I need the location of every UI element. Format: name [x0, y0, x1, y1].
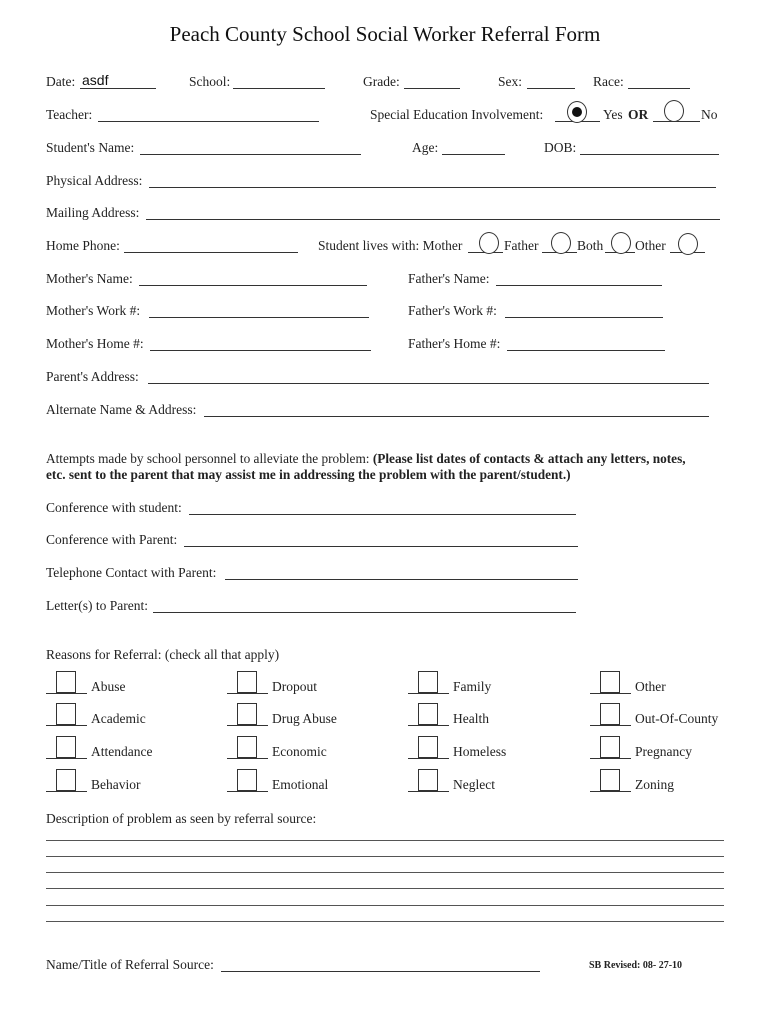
description-line-3[interactable] [46, 872, 724, 873]
grade-label: Grade: [363, 74, 400, 89]
reasons-heading: Reasons for Referral: (check all that apply) [46, 647, 280, 662]
lives-both-label: Both [577, 238, 604, 253]
name-title-label: Name/Title of Referral Source: [46, 957, 214, 972]
reason-drug-abuse-label: Drug Abuse [272, 711, 337, 726]
lives-with-label: Student lives with: Mother [318, 238, 463, 253]
attempts-instructions-2: etc. sent to the parent that may assist me in addressing the problem with the parent/student.) [46, 467, 571, 482]
sex-label: Sex: [498, 74, 523, 89]
lives-mother-radio[interactable] [479, 232, 499, 254]
age-label: Age: [412, 140, 439, 155]
physical-address-label: Physical Address: [46, 173, 143, 188]
reason-behavior-label: Behavior [91, 777, 141, 792]
student-conference-field[interactable] [189, 514, 576, 515]
letters-label: Letter(s) to Parent: [46, 598, 148, 613]
reason-dropout-checkbox[interactable] [237, 671, 257, 693]
mother-work-field[interactable] [149, 317, 369, 318]
reason-emotional-checkbox[interactable] [237, 769, 257, 791]
date-label: Date: [46, 74, 76, 89]
reason-line [227, 791, 268, 792]
attempts-line-1 [46, 451, 686, 467]
father-home-field[interactable] [507, 350, 665, 351]
teacher-field[interactable] [98, 121, 319, 122]
reason-line [46, 791, 87, 792]
reason-other-checkbox[interactable] [600, 671, 620, 693]
reason-attendance-label: Attendance [91, 744, 153, 759]
sped-yes-radio[interactable] [567, 101, 587, 123]
reason-homeless-label: Homeless [453, 744, 507, 759]
student-name-field[interactable] [140, 154, 361, 155]
reason-drug-abuse-checkbox[interactable] [237, 703, 257, 725]
lives-other-label: Other [635, 238, 666, 253]
sped-yes-label: Yes [603, 107, 623, 122]
sped-or-label: OR [628, 107, 649, 122]
lives-father-label: Father [504, 238, 539, 253]
reason-behavior-checkbox[interactable] [56, 769, 76, 791]
reason-zoning-label: Zoning [635, 777, 674, 792]
reason-emotional-label: Emotional [272, 777, 329, 792]
reason-line [227, 725, 268, 726]
letters-field[interactable] [153, 612, 576, 613]
parents-address-label: Parent's Address: [46, 369, 139, 384]
reason-pregnancy-label: Pregnancy [635, 744, 692, 759]
mailing-address-label: Mailing Address: [46, 205, 140, 220]
mother-name-label: Mother's Name: [46, 271, 133, 286]
reason-other-label: Other [635, 679, 666, 694]
description-line-2[interactable] [46, 856, 724, 857]
name-title-field[interactable] [221, 971, 540, 972]
reason-attendance-checkbox[interactable] [56, 736, 76, 758]
physical-address-field[interactable] [149, 187, 716, 188]
lives-other-radio[interactable] [678, 233, 698, 255]
school-field[interactable] [233, 88, 325, 89]
date-field[interactable] [80, 88, 156, 89]
description-line-6[interactable] [46, 921, 724, 922]
student-name-label: Student's Name: [46, 140, 135, 155]
school-label: School: [189, 74, 231, 89]
reason-family-checkbox[interactable] [418, 671, 438, 693]
reason-dropout-label: Dropout [272, 679, 317, 694]
dob-label: DOB: [544, 140, 577, 155]
mother-name-field[interactable] [139, 285, 367, 286]
father-name-label: Father's Name: [408, 271, 490, 286]
lives-father-radio[interactable] [551, 232, 571, 254]
reason-family-label: Family [453, 679, 492, 694]
reason-line [590, 693, 631, 694]
mother-home-field[interactable] [150, 350, 371, 351]
telephone-contact-field[interactable] [225, 579, 578, 580]
reason-line [590, 791, 631, 792]
reason-economic-label: Economic [272, 744, 327, 759]
sped-label: Special Education Involvement: [370, 107, 544, 122]
sped-no-label: No [701, 107, 718, 122]
date-value: asdf [82, 72, 109, 88]
mother-home-label: Mother's Home #: [46, 336, 144, 351]
alternate-field[interactable] [204, 416, 709, 417]
reason-line [227, 693, 268, 694]
father-work-label: Father's Work #: [408, 303, 497, 318]
lives-both-radio[interactable] [611, 232, 631, 254]
reason-neglect-checkbox[interactable] [418, 769, 438, 791]
form-title: Peach County School Social Worker Referral Form [169, 22, 601, 46]
reason-homeless-checkbox[interactable] [418, 736, 438, 758]
reason-out-of-county-label: Out-Of-County [635, 711, 719, 726]
reason-neglect-label: Neglect [453, 777, 495, 792]
sex-field[interactable] [527, 88, 575, 89]
dob-field[interactable] [580, 154, 719, 155]
reason-health-checkbox[interactable] [418, 703, 438, 725]
reason-abuse-checkbox[interactable] [56, 671, 76, 693]
race-label: Race: [593, 74, 624, 89]
attempts-instructions-1: (Please list dates of contacts & attach any letters, notes, [372, 451, 686, 466]
reason-line [46, 725, 87, 726]
home-phone-label: Home Phone: [46, 238, 120, 253]
reason-economic-checkbox[interactable] [237, 736, 257, 758]
mother-work-label: Mother's Work #: [46, 303, 141, 318]
parents-address-field[interactable] [148, 383, 709, 384]
description-line-1[interactable] [46, 840, 724, 841]
reason-pregnancy-checkbox[interactable] [600, 736, 620, 758]
father-name-field[interactable] [496, 285, 662, 286]
parent-conference-label: Conference with Parent: [46, 532, 178, 547]
student-conference-label: Conference with student: [46, 500, 182, 515]
description-line-5[interactable] [46, 905, 724, 906]
reason-line [408, 725, 449, 726]
reason-line [590, 758, 631, 759]
reason-academic-label: Academic [91, 711, 146, 726]
reason-line [227, 758, 268, 759]
reason-health-label: Health [453, 711, 489, 726]
reason-abuse-label: Abuse [91, 679, 126, 694]
alternate-label: Alternate Name & Address: [46, 402, 197, 417]
home-phone-field[interactable] [124, 252, 298, 253]
teacher-label: Teacher: [46, 107, 93, 122]
reason-out-of-county-checkbox[interactable] [600, 703, 620, 725]
sped-no-radio[interactable] [664, 100, 684, 122]
reason-line [590, 725, 631, 726]
mailing-address-field[interactable] [146, 219, 720, 220]
father-work-field[interactable] [505, 317, 663, 318]
reason-academic-checkbox[interactable] [56, 703, 76, 725]
father-home-label: Father's Home #: [408, 336, 501, 351]
age-field[interactable] [442, 154, 505, 155]
grade-field[interactable] [404, 88, 460, 89]
reason-line [46, 758, 87, 759]
telephone-contact-label: Telephone Contact with Parent: [46, 565, 217, 580]
description-line-4[interactable] [46, 888, 724, 889]
attempts-lead: Attempts made by school personnel to alleviate the problem: [46, 451, 370, 466]
reason-line [408, 693, 449, 694]
reason-line [46, 693, 87, 694]
parent-conference-field[interactable] [184, 546, 578, 547]
race-field[interactable] [628, 88, 690, 89]
revision-note: SB Revised: 08- 27-10 [589, 960, 683, 971]
reason-line [408, 791, 449, 792]
reason-line [408, 758, 449, 759]
description-label: Description of problem as seen by referral source: [46, 811, 317, 826]
reason-zoning-checkbox[interactable] [600, 769, 620, 791]
